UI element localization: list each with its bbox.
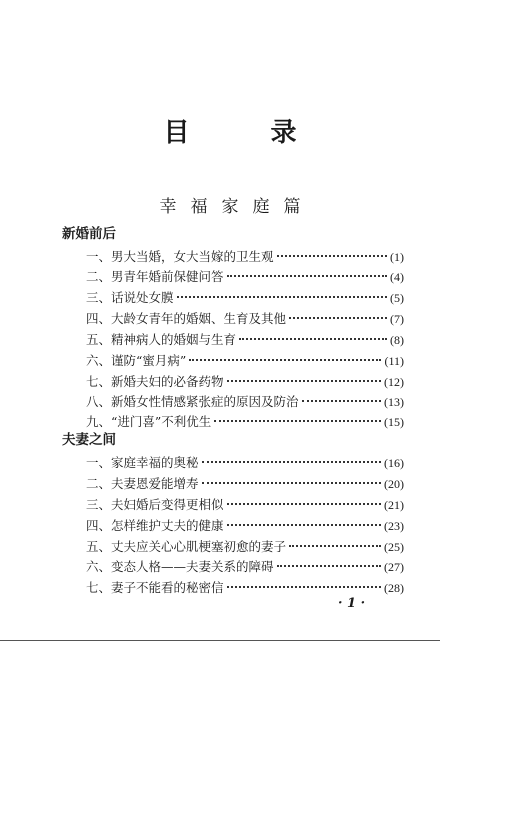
dot-leader — [202, 461, 381, 463]
toc-entry-text: 四、怎样维护丈夫的健康 — [86, 518, 224, 533]
toc-entry — [86, 516, 404, 534]
toc-entry-page: (8) — [390, 333, 404, 347]
toc-entry-page: (13) — [384, 395, 404, 409]
toc-entry — [86, 557, 404, 575]
page-number: · 1 · — [338, 596, 366, 611]
toc-entry-text: 一、家庭幸福的奥秘 — [86, 455, 199, 470]
toc-entry — [86, 537, 404, 555]
dot-leader — [227, 380, 381, 382]
toc-entry-text: 五、精神病人的婚姻与生育 — [86, 332, 237, 347]
toc-entry — [86, 330, 404, 348]
dot-leader — [239, 338, 387, 340]
dot-leader — [189, 359, 381, 361]
toc-entry — [86, 372, 404, 390]
dot-leader — [227, 586, 381, 588]
section-title: 幸福家庭篇 — [159, 197, 315, 217]
group-heading-couple: 夫妻之间 — [62, 432, 116, 448]
toc-entry-text: 三、话说处女膜 — [86, 290, 174, 305]
toc-entry-page: (23) — [384, 519, 404, 533]
toc-entry-text: 六、谨防“蜜月病” — [86, 353, 187, 368]
toc-entry-text: 一、男大当婚，女大当嫁的卫生观 — [86, 249, 274, 264]
toc-entry-text: 二、男青年婚前保健问答 — [86, 269, 224, 284]
toc-entry-text: 六、变态人格——夫妻关系的障碍 — [86, 559, 274, 574]
toc-entry-page: (27) — [384, 560, 404, 574]
toc-entry — [86, 578, 404, 596]
toc-entry-text: 四、大龄女青年的婚姻、生育及其他 — [86, 311, 287, 326]
dot-leader — [227, 524, 381, 526]
dot-leader — [227, 275, 387, 277]
toc-entry-text: 七、妻子不能看的秘密信 — [86, 580, 224, 595]
toc-entry — [86, 309, 404, 327]
toc-entry — [86, 351, 404, 369]
toc-entry-page: (1) — [390, 250, 404, 264]
toc-entry-page: (25) — [384, 540, 404, 554]
toc-entry — [86, 247, 404, 265]
toc-entry-page: (15) — [384, 415, 404, 429]
dot-leader — [289, 317, 387, 319]
toc-entry-page: (16) — [384, 456, 404, 470]
toc-entry-page: (5) — [390, 291, 404, 305]
toc-entry-text: 九、“进门喜”不利优生 — [86, 414, 212, 429]
toc-entry — [86, 267, 404, 285]
toc-entry-page: (12) — [384, 375, 404, 389]
dot-leader — [277, 255, 387, 257]
toc-entry — [86, 288, 404, 306]
footer-rule — [0, 640, 440, 641]
toc-entry — [86, 412, 404, 430]
group-heading-newlywed: 新婚前后 — [62, 226, 116, 242]
toc-entry-page: (4) — [390, 270, 404, 284]
page-title: 目 录 — [163, 118, 333, 148]
toc-entry-page: (21) — [384, 498, 404, 512]
toc-entry — [86, 474, 404, 492]
toc-entry-page: (11) — [384, 354, 404, 368]
dot-leader — [177, 296, 387, 298]
toc-entry-page: (20) — [384, 477, 404, 491]
dot-leader — [227, 503, 381, 505]
toc-entry — [86, 453, 404, 471]
dot-leader — [302, 400, 381, 402]
toc-entry-page: (7) — [390, 312, 404, 326]
toc-entry-text: 七、新婚夫妇的必备药物 — [86, 374, 224, 389]
toc-entry-text: 三、夫妇婚后变得更相似 — [86, 497, 224, 512]
dot-leader — [289, 545, 381, 547]
toc-entry — [86, 392, 404, 410]
toc-entry-text: 五、丈夫应关心心肌梗塞初愈的妻子 — [86, 539, 287, 554]
toc-entry-text: 八、新婚女性情感紧张症的原因及防治 — [86, 394, 299, 409]
dot-leader — [202, 482, 381, 484]
toc-entry — [86, 495, 404, 513]
toc-entry-text: 二、夫妻恩爱能增寿 — [86, 476, 199, 491]
toc-entry-page: (28) — [384, 581, 404, 595]
dot-leader — [277, 565, 381, 567]
dot-leader — [214, 420, 381, 422]
